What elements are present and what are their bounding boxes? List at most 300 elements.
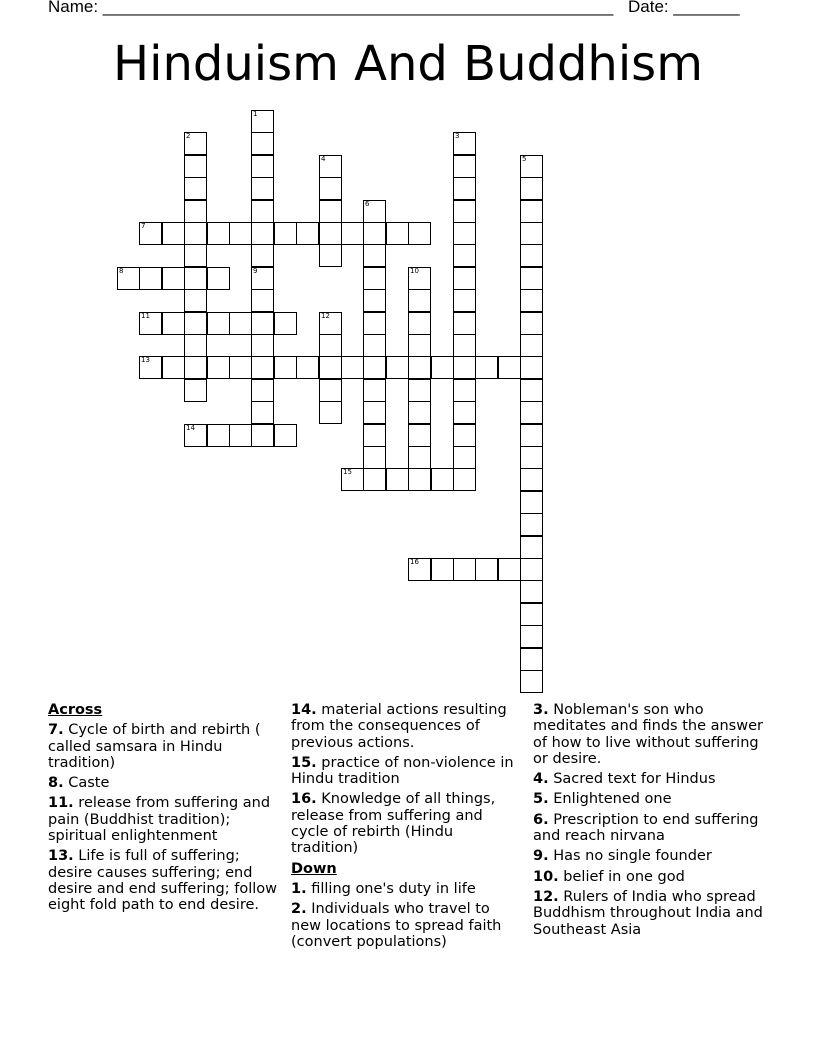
grid-cell-input[interactable] [364, 268, 385, 289]
grid-cell[interactable] [184, 155, 207, 178]
grid-cell[interactable] [207, 424, 230, 447]
grid-cell[interactable] [162, 267, 185, 290]
cell-number: 3 [455, 132, 460, 140]
cell-number: 16 [410, 558, 419, 566]
grid-cell-input[interactable] [252, 402, 273, 423]
grid-cell[interactable] [207, 267, 230, 290]
grid-cell-input[interactable] [409, 425, 430, 446]
grid-cell[interactable] [431, 468, 454, 491]
grid-cell-input[interactable] [185, 335, 206, 356]
grid-cell-input[interactable] [252, 425, 273, 446]
grid-cell[interactable] [520, 155, 543, 178]
grid-cell-input[interactable] [320, 313, 341, 334]
grid-cell-input[interactable] [476, 559, 497, 580]
grid-cell[interactable] [363, 267, 386, 290]
grid-cell[interactable] [363, 289, 386, 312]
grid-cell-input[interactable] [320, 357, 341, 378]
grid-cell[interactable] [274, 424, 297, 447]
grid-cell[interactable] [363, 401, 386, 424]
grid-cell[interactable] [184, 222, 207, 245]
grid-cell-input[interactable] [364, 290, 385, 311]
grid-cell-input[interactable] [185, 380, 206, 401]
grid-cell-input[interactable] [342, 357, 363, 378]
grid-cell[interactable] [408, 401, 431, 424]
grid-cell-input[interactable] [387, 357, 408, 378]
grid-cell[interactable] [408, 379, 431, 402]
grid-cell[interactable] [251, 267, 274, 290]
grid-cell[interactable] [341, 222, 364, 245]
grid-cell[interactable] [363, 379, 386, 402]
grid-cell[interactable] [319, 401, 342, 424]
grid-cell-input[interactable] [521, 581, 542, 602]
grid-cell-input[interactable] [521, 201, 542, 222]
grid-cell[interactable] [363, 222, 386, 245]
grid-cell-input[interactable] [521, 313, 542, 334]
cell-number: 15 [343, 468, 352, 476]
grid-cell-input[interactable] [409, 447, 430, 468]
grid-cell[interactable] [363, 244, 386, 267]
grid-cell-input[interactable] [454, 313, 475, 334]
grid-cell[interactable] [319, 312, 342, 335]
grid-cell[interactable] [274, 356, 297, 379]
grid-cell-input[interactable] [454, 425, 475, 446]
grid-cell[interactable] [520, 222, 543, 245]
grid-cell[interactable] [453, 468, 476, 491]
grid-cell-input[interactable] [387, 223, 408, 244]
grid-cell[interactable] [520, 446, 543, 469]
grid-cell-input[interactable] [320, 245, 341, 266]
grid-cell[interactable] [386, 222, 409, 245]
grid-cell[interactable] [184, 289, 207, 312]
grid-cell-input[interactable] [364, 201, 385, 222]
grid-cell-input[interactable] [521, 514, 542, 535]
grid-cell-input[interactable] [185, 425, 206, 446]
grid-cell[interactable] [520, 356, 543, 379]
grid-cell[interactable] [251, 424, 274, 447]
grid-cell[interactable] [207, 356, 230, 379]
grid-cell[interactable] [184, 132, 207, 155]
grid-cell[interactable] [184, 177, 207, 200]
grid-cell-input[interactable] [521, 357, 542, 378]
grid-cell-input[interactable] [454, 201, 475, 222]
grid-cell-input[interactable] [454, 290, 475, 311]
cell-number: 11 [141, 312, 150, 320]
grid-cell-input[interactable] [140, 313, 161, 334]
grid-cell[interactable] [408, 356, 431, 379]
grid-cell-input[interactable] [476, 357, 497, 378]
date-field-label[interactable]: Date: _______ [628, 0, 740, 16]
clue-down-6: 6. Prescription to end suffering and reach nirvana [533, 811, 759, 845]
grid-cell-input[interactable] [521, 626, 542, 647]
clue-across-15: 15. practice of non-violence in Hindu tradition [291, 754, 514, 788]
grid-cell[interactable] [453, 334, 476, 357]
grid-cell-input[interactable] [432, 469, 453, 490]
grid-cell-input[interactable] [521, 223, 542, 244]
grid-cell-input[interactable] [185, 223, 206, 244]
grid-cell-input[interactable] [454, 335, 475, 356]
grid-cell[interactable] [229, 424, 252, 447]
grid-cell-input[interactable] [275, 223, 296, 244]
grid-cell[interactable] [520, 625, 543, 648]
grid-cell[interactable] [319, 177, 342, 200]
grid-cell-input[interactable] [118, 268, 139, 289]
grid-cell-input[interactable] [454, 133, 475, 154]
grid-cell[interactable] [251, 334, 274, 357]
grid-cell[interactable] [453, 177, 476, 200]
grid-cell-input[interactable] [521, 402, 542, 423]
clue-across-8: 8. Caste [48, 775, 110, 792]
grid-cell[interactable] [498, 558, 521, 581]
grid-cell[interactable] [251, 200, 274, 223]
grid-cell-input[interactable] [163, 313, 184, 334]
grid-cell-input[interactable] [185, 201, 206, 222]
grid-cell-input[interactable] [185, 290, 206, 311]
grid-cell-input[interactable] [320, 335, 341, 356]
grid-cell[interactable] [139, 267, 162, 290]
grid-cell[interactable] [274, 312, 297, 335]
grid-cell-input[interactable] [521, 649, 542, 670]
grid-cell[interactable] [520, 670, 543, 693]
grid-cell[interactable] [453, 379, 476, 402]
grid-cell-input[interactable] [364, 223, 385, 244]
grid-cell-input[interactable] [252, 133, 273, 154]
grid-cell-input[interactable] [208, 425, 229, 446]
grid-cell-input[interactable] [185, 268, 206, 289]
grid-cell[interactable] [251, 222, 274, 245]
grid-cell-input[interactable] [521, 335, 542, 356]
grid-cell-input[interactable] [521, 290, 542, 311]
grid-cell[interactable] [251, 155, 274, 178]
grid-cell-input[interactable] [252, 111, 273, 132]
grid-cell-input[interactable] [163, 357, 184, 378]
grid-cell-input[interactable] [454, 156, 475, 177]
grid-cell[interactable] [408, 446, 431, 469]
grid-cell-input[interactable] [521, 447, 542, 468]
grid-cell[interactable] [520, 580, 543, 603]
grid-cell-input[interactable] [432, 357, 453, 378]
grid-cell[interactable] [162, 312, 185, 335]
grid-cell-input[interactable] [185, 133, 206, 154]
grid-cell-input[interactable] [230, 223, 251, 244]
clue-column-3 [533, 702, 773, 942]
grid-cell-input[interactable] [454, 559, 475, 580]
grid-cell[interactable] [520, 401, 543, 424]
grid-cell[interactable] [431, 558, 454, 581]
grid-cell-input[interactable] [140, 357, 161, 378]
grid-cell[interactable] [319, 155, 342, 178]
grid-cell-input[interactable] [521, 537, 542, 558]
grid-cell[interactable] [251, 110, 274, 133]
grid-cell-input[interactable] [454, 178, 475, 199]
grid-cell[interactable] [520, 558, 543, 581]
cell-number: 8 [119, 267, 124, 275]
grid-cell[interactable] [520, 648, 543, 671]
grid-cell-input[interactable] [454, 447, 475, 468]
grid-cell[interactable] [363, 200, 386, 223]
grid-cell[interactable] [520, 334, 543, 357]
grid-cell-input[interactable] [499, 559, 520, 580]
grid-cell[interactable] [408, 558, 431, 581]
grid-cell[interactable] [251, 244, 274, 267]
grid-cell[interactable] [139, 312, 162, 335]
cell-number: 5 [522, 155, 527, 163]
grid-cell-input[interactable] [252, 245, 273, 266]
grid-cell[interactable] [520, 513, 543, 536]
grid-cell-input[interactable] [364, 380, 385, 401]
grid-cell-input[interactable] [387, 469, 408, 490]
grid-cell-input[interactable] [252, 313, 273, 334]
grid-cell[interactable] [386, 356, 409, 379]
grid-cell[interactable] [453, 446, 476, 469]
grid-cell[interactable] [453, 558, 476, 581]
grid-cell[interactable] [520, 491, 543, 514]
grid-cell-input[interactable] [185, 178, 206, 199]
grid-cell[interactable] [207, 222, 230, 245]
grid-cell-input[interactable] [364, 357, 385, 378]
grid-cell-input[interactable] [252, 335, 273, 356]
grid-cell[interactable] [363, 334, 386, 357]
grid-cell-input[interactable] [230, 357, 251, 378]
grid-cell[interactable] [162, 356, 185, 379]
grid-cell-input[interactable] [230, 313, 251, 334]
grid-cell[interactable] [207, 312, 230, 335]
grid-cell[interactable] [520, 177, 543, 200]
grid-cell-input[interactable] [320, 402, 341, 423]
grid-cell[interactable] [520, 200, 543, 223]
grid-cell-input[interactable] [252, 201, 273, 222]
grid-cell[interactable] [520, 424, 543, 447]
grid-cell[interactable] [453, 200, 476, 223]
grid-cell[interactable] [184, 334, 207, 357]
grid-cell-input[interactable] [185, 156, 206, 177]
grid-cell[interactable] [319, 222, 342, 245]
grid-cell-input[interactable] [409, 559, 430, 580]
grid-cell-input[interactable] [499, 357, 520, 378]
grid-cell-input[interactable] [454, 223, 475, 244]
grid-cell-input[interactable] [163, 223, 184, 244]
grid-cell[interactable] [184, 356, 207, 379]
grid-cell[interactable] [184, 424, 207, 447]
grid-cell-input[interactable] [320, 380, 341, 401]
grid-cell-input[interactable] [297, 223, 318, 244]
grid-cell-input[interactable] [297, 357, 318, 378]
grid-cell[interactable] [520, 267, 543, 290]
grid-cell-input[interactable] [185, 313, 206, 334]
grid-cell[interactable] [363, 312, 386, 335]
grid-cell-input[interactable] [342, 223, 363, 244]
grid-cell-input[interactable] [230, 425, 251, 446]
grid-cell-input[interactable] [521, 268, 542, 289]
grid-cell[interactable] [453, 244, 476, 267]
grid-cell[interactable] [117, 267, 140, 290]
grid-cell[interactable] [184, 312, 207, 335]
grid-cell-input[interactable] [409, 357, 430, 378]
grid-cell[interactable] [251, 132, 274, 155]
grid-cell-input[interactable] [252, 380, 273, 401]
grid-cell-input[interactable] [521, 156, 542, 177]
grid-cell-input[interactable] [320, 201, 341, 222]
grid-cell[interactable] [229, 222, 252, 245]
grid-cell[interactable] [341, 356, 364, 379]
grid-cell-input[interactable] [521, 425, 542, 446]
grid-cell[interactable] [296, 356, 319, 379]
grid-cell-input[interactable] [409, 268, 430, 289]
grid-cell[interactable] [520, 379, 543, 402]
grid-cell[interactable] [475, 356, 498, 379]
grid-cell[interactable] [184, 267, 207, 290]
grid-cell[interactable] [453, 356, 476, 379]
grid-cell-input[interactable] [521, 604, 542, 625]
clue-across-16: 16. Knowledge of all things, release from suffering and cycle of rebirth (Hindu tradition) [291, 791, 496, 857]
grid-cell-input[interactable] [275, 425, 296, 446]
grid-cell[interactable] [319, 244, 342, 267]
grid-cell-input[interactable] [364, 469, 385, 490]
grid-cell[interactable] [229, 356, 252, 379]
grid-cell-input[interactable] [275, 357, 296, 378]
grid-cell-input[interactable] [521, 469, 542, 490]
grid-cell-input[interactable] [320, 178, 341, 199]
cell-number: 9 [253, 267, 258, 275]
grid-cell[interactable] [520, 312, 543, 335]
cell-number: 6 [365, 200, 370, 208]
grid-cell[interactable] [319, 379, 342, 402]
grid-cell-input[interactable] [454, 380, 475, 401]
grid-cell[interactable] [229, 312, 252, 335]
grid-cell-input[interactable] [409, 469, 430, 490]
grid-cell-input[interactable] [364, 402, 385, 423]
grid-cell[interactable] [453, 312, 476, 335]
grid-cell[interactable] [453, 289, 476, 312]
grid-cell[interactable] [408, 222, 431, 245]
grid-cell-input[interactable] [252, 223, 273, 244]
grid-cell[interactable] [453, 155, 476, 178]
grid-cell[interactable] [319, 200, 342, 223]
grid-cell-input[interactable] [521, 245, 542, 266]
grid-cell[interactable] [453, 401, 476, 424]
name-field-label[interactable]: Name: ______________________________________________________ [48, 0, 614, 16]
grid-cell-input[interactable] [320, 223, 341, 244]
grid-cell[interactable] [184, 200, 207, 223]
grid-cell[interactable] [408, 468, 431, 491]
grid-cell-input[interactable] [454, 357, 475, 378]
grid-cell[interactable] [363, 468, 386, 491]
grid-cell-input[interactable] [409, 223, 430, 244]
grid-cell-input[interactable] [208, 223, 229, 244]
grid-cell[interactable] [520, 468, 543, 491]
grid-cell-input[interactable] [185, 357, 206, 378]
grid-cell[interactable] [520, 244, 543, 267]
grid-cell[interactable] [408, 267, 431, 290]
across-heading: Across [48, 702, 103, 718]
grid-cell[interactable] [363, 424, 386, 447]
grid-cell[interactable] [139, 222, 162, 245]
grid-cell-input[interactable] [432, 559, 453, 580]
grid-cell-input[interactable] [252, 357, 273, 378]
grid-cell-input[interactable] [252, 178, 273, 199]
grid-cell[interactable] [319, 356, 342, 379]
grid-cell-input[interactable] [252, 268, 273, 289]
grid-cell[interactable] [453, 222, 476, 245]
grid-cell[interactable] [251, 356, 274, 379]
grid-cell-input[interactable] [409, 335, 430, 356]
grid-cell[interactable] [453, 132, 476, 155]
grid-cell-input[interactable] [140, 223, 161, 244]
grid-cell[interactable] [520, 603, 543, 626]
grid-cell-input[interactable] [409, 290, 430, 311]
grid-cell-input[interactable] [454, 245, 475, 266]
grid-cell-input[interactable] [454, 469, 475, 490]
grid-cell-input[interactable] [252, 156, 273, 177]
grid-cell[interactable] [319, 334, 342, 357]
grid-cell[interactable] [251, 289, 274, 312]
grid-cell[interactable] [408, 424, 431, 447]
grid-cell-input[interactable] [454, 268, 475, 289]
grid-cell[interactable] [408, 334, 431, 357]
grid-cell-input[interactable] [252, 290, 273, 311]
grid-cell[interactable] [162, 222, 185, 245]
grid-cell-input[interactable] [364, 425, 385, 446]
grid-cell-input[interactable] [454, 402, 475, 423]
grid-cell[interactable] [520, 289, 543, 312]
grid-cell-input[interactable] [208, 357, 229, 378]
grid-cell[interactable] [520, 536, 543, 559]
grid-cell[interactable] [184, 379, 207, 402]
grid-cell-input[interactable] [163, 268, 184, 289]
grid-cell-input[interactable] [521, 380, 542, 401]
grid-cell[interactable] [251, 312, 274, 335]
grid-cell-input[interactable] [521, 559, 542, 580]
grid-cell[interactable] [498, 356, 521, 379]
grid-cell-input[interactable] [364, 447, 385, 468]
grid-cell[interactable] [408, 289, 431, 312]
grid-cell[interactable] [408, 312, 431, 335]
grid-cell-input[interactable] [364, 335, 385, 356]
grid-cell[interactable] [251, 177, 274, 200]
grid-cell-input[interactable] [185, 245, 206, 266]
grid-cell-input[interactable] [320, 156, 341, 177]
grid-cell-input[interactable] [275, 313, 296, 334]
grid-cell[interactable] [363, 446, 386, 469]
grid-cell-input[interactable] [342, 469, 363, 490]
grid-cell-input[interactable] [409, 313, 430, 334]
grid-cell-input[interactable] [521, 492, 542, 513]
grid-cell[interactable] [274, 222, 297, 245]
grid-cell-input[interactable] [140, 268, 161, 289]
grid-cell-input[interactable] [521, 671, 542, 692]
grid-cell[interactable] [251, 379, 274, 402]
grid-cell-input[interactable] [364, 313, 385, 334]
grid-cell-input[interactable] [364, 245, 385, 266]
grid-cell[interactable] [453, 267, 476, 290]
grid-cell[interactable] [386, 468, 409, 491]
grid-cell-input[interactable] [409, 380, 430, 401]
grid-cell[interactable] [475, 558, 498, 581]
grid-cell[interactable] [341, 468, 364, 491]
clue-down-2: 2. Individuals who travel to new locations to spread faith (convert populations) [291, 901, 502, 950]
grid-cell[interactable] [251, 401, 274, 424]
grid-cell-input[interactable] [208, 313, 229, 334]
grid-cell[interactable] [184, 244, 207, 267]
grid-cell[interactable] [139, 356, 162, 379]
grid-cell[interactable] [453, 424, 476, 447]
grid-cell-input[interactable] [409, 402, 430, 423]
grid-cell[interactable] [296, 222, 319, 245]
grid-cell[interactable] [431, 356, 454, 379]
grid-cell[interactable] [363, 356, 386, 379]
grid-cell-input[interactable] [208, 268, 229, 289]
grid-cell-input[interactable] [521, 178, 542, 199]
clue-across-7: 7. Cycle of birth and rebirth ( called samsara in Hindu tradition) [48, 722, 261, 771]
